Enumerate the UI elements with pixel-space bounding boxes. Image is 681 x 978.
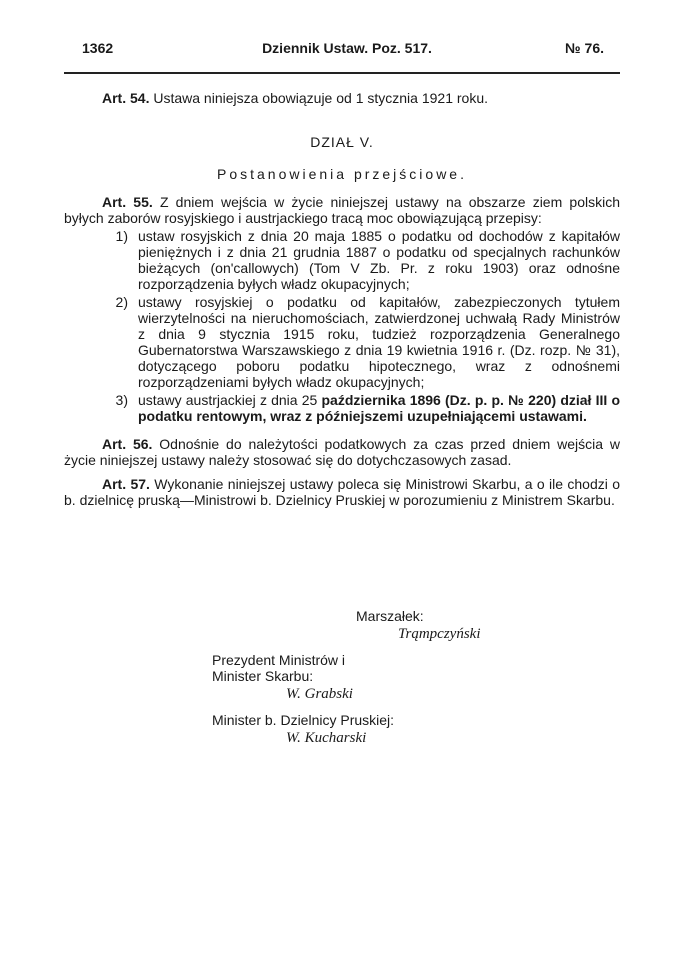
list-item xyxy=(64,392,620,424)
list-item xyxy=(64,294,620,390)
list-item-number: 3) xyxy=(115,392,128,408)
list-item-text-bold: października 1896 (Dz. p. p. № 220) dział III o podatku rentowym, wraz z późniejszemi uzupełniającemi ustawami. xyxy=(138,392,620,424)
marshal-label: Marszałek: xyxy=(356,608,424,624)
article-56-label: Art. 56. xyxy=(102,436,153,452)
article-55 xyxy=(64,194,620,226)
document-body xyxy=(64,90,620,508)
list-item-text-plain: ustawy austrjackiej z dnia 25 xyxy=(138,392,322,408)
pm-signature: W. Grabski xyxy=(286,686,353,702)
list-item-number: 2) xyxy=(115,294,128,310)
article-54-text: Ustawa niniejsza obowiązuje od 1 stycznia 1921 roku. xyxy=(153,90,488,106)
pm-label-line-2: Minister Skarbu: xyxy=(212,668,314,684)
article-55-label: Art. 55. xyxy=(102,194,153,210)
prussia-minister-signature: W. Kucharski xyxy=(286,730,367,746)
article-57 xyxy=(64,476,620,508)
issue-number: № 76. xyxy=(565,40,604,56)
list-item-text: ustawy rosyjskiej o podatku od kapitałów, zabezpieczonych tytułem wierzytelności na nieruchomościach, zatwierdzonej uchwałą Rady Ministrów z dnia 9 stycznia 1915 roku, tudzież rozporządzenia Generalnego Gubernatorstwa Warszawskiego z dnia 19 kwietnia 1916 r. (Dz. rozp. № 31), dotyczącego poboru podatku hipotecznego, wraz z odnośnemi rozporządzeniami byłych władz okupacyjnych; xyxy=(138,294,620,390)
article-54-label: Art. 54. xyxy=(102,90,150,106)
list-item-number: 1) xyxy=(115,228,128,244)
list-item-text: ustaw rosyjskich z dnia 20 maja 1885 o podatku od dochodów z kapitałów pieniężnych i z dnia 21 grudnia 1887 o podatku od specjalnych rachunków bieżących (on'callowych) (Tom V Zb. Pr. z roku 1903) oraz odnośne rozporządzenia byłych władz okupacyjnych; xyxy=(138,228,620,292)
marshal-signature: Trąmpczyński xyxy=(398,626,481,642)
article-56 xyxy=(64,436,620,468)
list-item-text xyxy=(138,392,620,424)
list-item xyxy=(64,228,620,292)
article-54 xyxy=(64,90,620,106)
repealed-list xyxy=(64,228,620,424)
section-heading: DZIAŁ V. xyxy=(310,134,374,150)
pm-label-line-1: Prezydent Ministrów i xyxy=(212,652,346,668)
article-56-text: Odnośnie do należytości podatkowych za czas przed dniem wejścia w życie niniejszej ustawy należy stosować się do dotychczasowych zasad. xyxy=(64,436,621,468)
page-number: 1362 xyxy=(82,40,114,56)
page-header xyxy=(80,40,614,62)
prussia-minister-label: Minister b. Dzielnicy Pruskiej: xyxy=(212,712,395,728)
article-55-text: Z dniem wejścia w życie niniejszej ustawy na obszarze ziem polskich byłych zaborów rosyjskiego i austrjackiego tracą moc obowiązującą przepisy: xyxy=(64,194,621,226)
article-57-text: Wykonanie niniejszej ustawy poleca się Ministrowi Skarbu, a o ile chodzi o b. dzielnicę pruską—Ministrowi b. Dzielnicy Pruskiej w porozumieniu z Ministrem Skarbu. xyxy=(64,476,620,508)
article-57-label: Art. 57. xyxy=(102,476,150,492)
journal-title: Dziennik Ustaw. Poz. 517. xyxy=(262,40,432,56)
header-rule xyxy=(64,72,620,74)
section-subtitle: Postanowienia przejściowe. xyxy=(217,166,467,182)
